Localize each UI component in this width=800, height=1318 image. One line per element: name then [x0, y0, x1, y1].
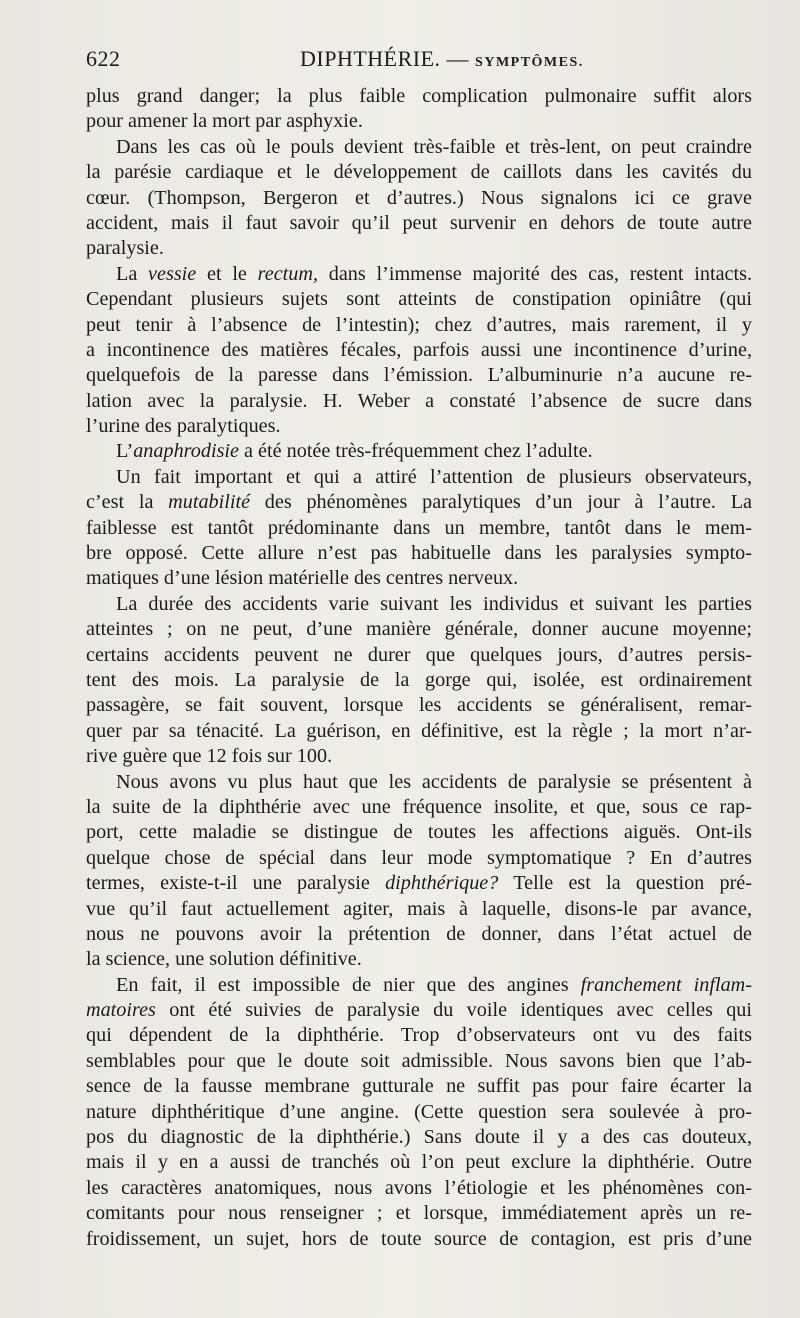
text-run: c’est la	[86, 491, 169, 514]
text-run: dans l’immense majorité des cas, restent intacts.	[318, 262, 753, 285]
text-line: pour amener la mort par asphyxie.	[86, 110, 363, 133]
emphasis-anaphrodisie: anaphrodisie	[133, 440, 239, 463]
text-line: comitants pour nous renseigner ; et lorsque, immédiatement après un re-	[86, 1202, 752, 1225]
text-line: qui dépendent de la diphthérie. Trop d’observateurs ont vu des faits	[86, 1024, 752, 1047]
text-line: la suite de la diphthérie avec une fréquence insolite, et que, sous ce rap-	[86, 795, 752, 818]
text-run: et le	[196, 262, 258, 285]
text-line: la parésie cardiaque et le développement de caillots dans les cavités du	[86, 161, 752, 184]
body-text	[86, 84, 752, 1252]
text-line: quer par sa ténacité. La guérison, en définitive, est la règle ; la mort n’ar-	[86, 719, 752, 742]
paragraph-7	[86, 770, 752, 973]
text-line: faiblesse est tantôt prédominante dans un membre, tantôt dans le mem-	[86, 516, 752, 539]
text-line: pos du diagnostic de la diphthérie.) Sans doute il y a des cas douteux,	[86, 1126, 752, 1149]
text-line: les caractères anatomiques, nous avons l’étiologie et les phénomènes con-	[86, 1176, 752, 1199]
emphasis-rectum: rectum,	[257, 262, 318, 285]
paragraph-4	[86, 439, 752, 464]
emphasis-vessie: vessie	[148, 262, 197, 285]
text-line	[86, 262, 752, 287]
text-line: lation avec la paralysie. H. Weber a constaté l’absence de sucre dans	[86, 389, 752, 412]
paragraph-2	[86, 135, 752, 262]
text-line: sence de la fausse membrane gutturale ne suffit pas pour faire écarter la	[86, 1075, 752, 1098]
running-title	[300, 46, 584, 72]
text-line: vue qu’il faut actuellement agiter, mais à laquelle, disons-le par avance,	[86, 897, 752, 920]
emphasis-mutabilite: mutabilité	[168, 491, 251, 514]
emphasis-matoires: matoires	[86, 999, 156, 1022]
text-run: a été notée très-fréquemment chez l’adulte.	[239, 440, 593, 463]
page-header	[86, 46, 752, 80]
text-line	[86, 439, 752, 464]
text-line	[86, 871, 752, 896]
running-title-main: DIPHTHÉRIE.	[300, 46, 441, 71]
text-run: ont été suivies de paralysie du voile identiques avec celles qui	[155, 999, 752, 1022]
page-number: 622	[86, 46, 121, 71]
text-run: des phénomènes paralytiques d’un jour à l’autre. La	[250, 491, 752, 514]
paragraph-8	[86, 973, 752, 1252]
text-line: semblables pour que le doute soit admissible. Nous savons bien que l’ab-	[86, 1049, 752, 1072]
text-line: cœur. (Thompson, Bergeron et d’autres.) Nous signalons ici ce grave	[86, 186, 752, 209]
text-line: nous ne pouvons avoir la prétention de donner, dans l’état actuel de	[86, 922, 752, 945]
text-line: quelque chose de spécial dans leur mode symptomatique ? En d’autres	[86, 846, 752, 869]
text-run: En fait, il est impossible de nier que des angines	[116, 973, 581, 996]
paragraph-5	[86, 465, 752, 592]
text-line: La durée des accidents varie suivant les individus et suivant les parties	[116, 592, 752, 615]
paragraph-3	[86, 262, 752, 440]
text-line: Dans les cas où le pouls devient très-faible et très-lent, on peut craindre	[116, 135, 752, 158]
text-line: froidissement, un sujet, hors de toute source de contagion, est pris d’une	[86, 1227, 752, 1250]
text-run: La	[116, 262, 149, 285]
text-line: passagère, se fait souvent, lorsque les accidents se généralisent, remar-	[86, 694, 752, 717]
text-line: nature diphthéritique d’une angine. (Cette question sera soulevée à pro-	[86, 1100, 752, 1123]
text-line: matiques d’une lésion matérielle des centres nerveux.	[86, 567, 519, 590]
paragraph-6	[86, 592, 752, 770]
text-line	[86, 490, 752, 515]
text-line: mais il y en a aussi de tranchés où l’on peut exclure la diphthérie. Outre	[86, 1151, 752, 1174]
text-line: certains accidents peuvent ne durer que quelques jours, d’autres persis-	[86, 643, 752, 666]
emphasis-diphtherique: diphthérique?	[385, 872, 499, 895]
text-line: l’urine des paralytiques.	[86, 415, 281, 438]
text-line	[86, 998, 752, 1023]
text-line: paralysie.	[86, 237, 164, 260]
text-line: Un fait important et qui a attiré l’attention de plusieurs observateurs,	[116, 465, 752, 488]
text-line: peut tenir à l’absence de l’intestin); chez d’autres, mais rarement, il y	[86, 313, 752, 336]
text-line: bre opposé. Cette allure n’est pas habituelle dans les paralysies sympto-	[86, 542, 752, 565]
running-title-section: SYMPTÔMES.	[475, 55, 584, 70]
text-run: Telle est la question pré-	[498, 872, 752, 895]
text-line: Nous avons vu plus haut que les accidents de paralysie se présentent à	[116, 770, 752, 793]
text-line: a incontinence des matières fécales, parfois aussi une incontinence d’urine,	[86, 338, 752, 361]
text-line: port, cette maladie se distingue de toutes les affections aiguës. Ont-ils	[86, 821, 752, 844]
paragraph-1	[86, 84, 752, 135]
text-line: atteintes ; on ne peut, d’une manière générale, donner aucune moyenne;	[86, 618, 752, 641]
text-line: tent des mois. La paralysie de la gorge qui, isolée, est ordinairement	[86, 668, 752, 691]
text-line: plus grand danger; la plus faible complication pulmonaire suffit alors	[86, 85, 752, 107]
text-line	[86, 973, 752, 998]
text-line: accident, mais il faut savoir qu’il peut survenir en dehors de toute autre	[86, 211, 752, 234]
text-line: la science, une solution définitive.	[86, 948, 362, 971]
text-line: quelquefois de la paresse dans l’émission. L’albuminurie n’a aucune re-	[86, 364, 752, 387]
text-run: termes, existe-t-il une paralysie	[86, 872, 386, 895]
text-line: Cependant plusieurs sujets sont atteints de constipation opiniâtre (qui	[86, 288, 752, 311]
emphasis-franchement: franchement inflam-	[580, 973, 752, 996]
text-run: L’	[116, 440, 134, 463]
text-line: rive guère que 12 fois sur 100.	[86, 745, 333, 768]
running-title-separator: —	[440, 46, 476, 71]
